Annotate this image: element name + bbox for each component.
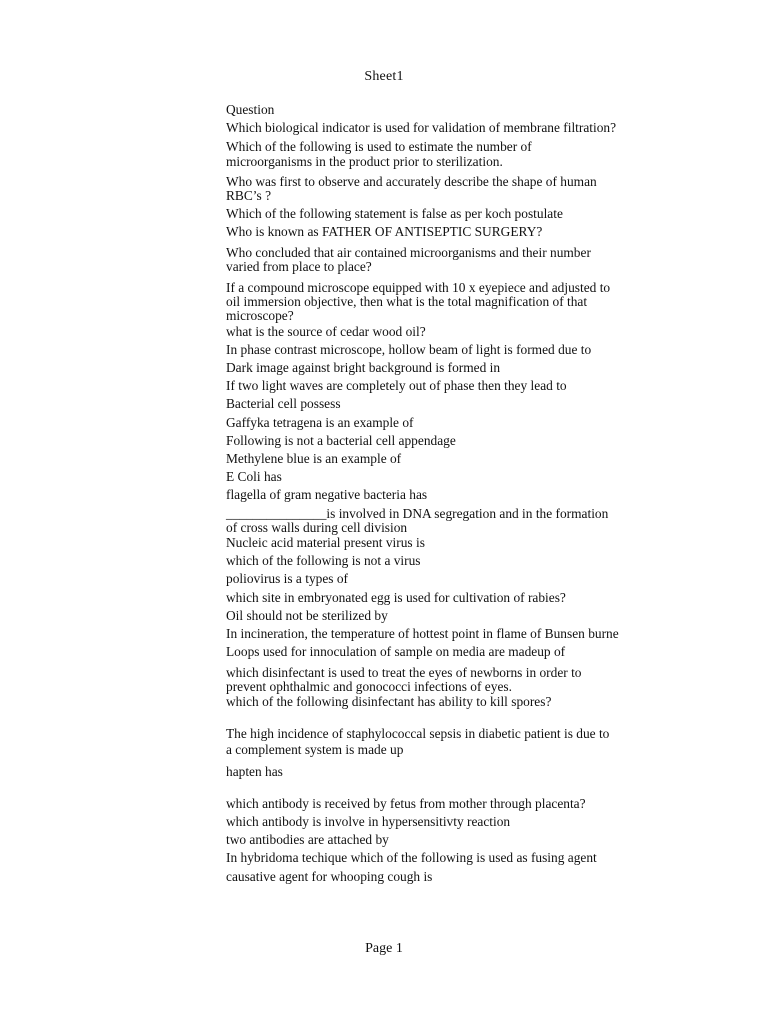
question-line: which disinfectant is used to treat the eyes of newborns in order to	[226, 664, 582, 680]
question-line: which site in embryonated egg is used for cultivation of rabies?	[226, 589, 566, 605]
question-line: a complement system is made up	[226, 742, 404, 758]
question-line: RBC’s ?	[226, 188, 272, 204]
question-row	[226, 591, 652, 605]
question-row	[226, 397, 652, 411]
question-line: Who is known as FATHER OF ANTISEPTIC SURGERY?	[226, 224, 543, 240]
question-line: microorganisms in the product prior to sterilization.	[226, 153, 503, 169]
question-line: Gaffyka tetragena is an example of	[226, 414, 414, 430]
question-line: hapten has	[226, 763, 283, 779]
question-row	[226, 452, 652, 466]
question-row	[226, 507, 652, 535]
question-line: _______________is involved in DNA segregation and in the formation	[226, 505, 609, 521]
question-line: Which of the following statement is false as per koch postulate	[226, 206, 563, 222]
question-line: which of the following is not a virus	[226, 553, 421, 569]
question-line: E Coli has	[226, 469, 282, 485]
question-line: varied from place to place?	[226, 258, 372, 274]
question-line: which of the following disinfectant has ability to kill spores?	[226, 693, 552, 709]
question-line: The high incidence of staphylococcal sepsis in diabetic patient is due to	[226, 726, 610, 742]
question-row	[226, 743, 652, 757]
question-line: what is the source of cedar wood oil?	[226, 323, 426, 339]
question-row	[226, 536, 652, 550]
question-row	[226, 470, 652, 484]
question-row	[226, 870, 652, 884]
question-row	[226, 488, 652, 502]
question-line: which antibody is received by fetus from mother through placenta?	[226, 795, 586, 811]
question-row	[226, 246, 652, 274]
question-line: Which biological indicator is used for validation of membrane filtration?	[226, 120, 617, 136]
question-row	[226, 379, 652, 393]
question-line: In hybridoma techique which of the following is used as fusing agent	[226, 850, 597, 866]
question-row	[226, 609, 652, 623]
question-line: If two light waves are completely out of phase then they lead to	[226, 378, 567, 394]
question-line: poliovirus is a types of	[226, 571, 348, 587]
question-line: Question	[226, 102, 275, 117]
question-line: Loops used for innoculation of sample on media are madeup of	[226, 644, 566, 660]
question-row	[226, 361, 652, 375]
question-line: Nucleic acid material present virus is	[226, 535, 425, 551]
question-row	[226, 343, 652, 357]
question-row	[226, 121, 652, 135]
sheet-title: Sheet1	[364, 69, 404, 84]
question-line: oil immersion objective, then what is the total magnification of that	[226, 294, 588, 310]
question-line: Who concluded that air contained microorganisms and their number	[226, 244, 591, 260]
question-row	[226, 434, 652, 448]
page-number: Page 1	[365, 941, 403, 956]
question-row	[226, 140, 652, 168]
question-line: prevent ophthalmic and gonococci infections of eyes.	[226, 678, 512, 694]
question-row	[226, 695, 652, 709]
question-row	[226, 416, 652, 430]
question-line: Which of the following is used to estimate the number of	[226, 139, 532, 155]
question-row	[226, 554, 652, 568]
question-row	[226, 627, 652, 641]
question-line: Dark image against bright background is formed in	[226, 360, 501, 376]
question-row	[226, 325, 652, 339]
question-row	[226, 207, 652, 221]
question-row	[226, 175, 652, 203]
question-line: In incineration, the temperature of hottest point in flame of Bunsen burne	[226, 626, 619, 642]
question-row	[226, 833, 652, 847]
question-row	[226, 797, 652, 811]
question-row	[226, 727, 652, 741]
question-line: Methylene blue is an example of	[226, 451, 402, 467]
question-row	[226, 225, 652, 239]
question-line: If a compound microscope equipped with 10 x eyepiece and adjusted to	[226, 280, 611, 296]
question-line: microscope?	[226, 308, 294, 324]
question-row	[226, 666, 652, 694]
question-line: Following is not a bacterial cell appendage	[226, 432, 456, 448]
question-row	[226, 645, 652, 659]
question-list	[226, 103, 652, 884]
question-line: Bacterial cell possess	[226, 396, 341, 412]
question-row	[226, 572, 652, 586]
question-line: Who was first to observe and accurately describe the shape of human	[226, 173, 597, 189]
question-row	[226, 281, 652, 324]
question-line: which antibody is involve in hypersensitivty reaction	[226, 813, 511, 829]
question-row	[226, 851, 652, 865]
question-line: flagella of gram negative bacteria has	[226, 487, 428, 503]
question-line: In phase contrast microscope, hollow beam of light is formed due to	[226, 341, 592, 357]
question-line: of cross walls during cell division	[226, 519, 408, 535]
question-line: two antibodies are attached by	[226, 832, 389, 848]
question-row	[226, 815, 652, 829]
question-line: Oil should not be sterilized by	[226, 607, 388, 623]
column-header	[226, 103, 652, 117]
question-row	[226, 765, 652, 779]
question-line: causative agent for whooping cough is	[226, 868, 433, 884]
